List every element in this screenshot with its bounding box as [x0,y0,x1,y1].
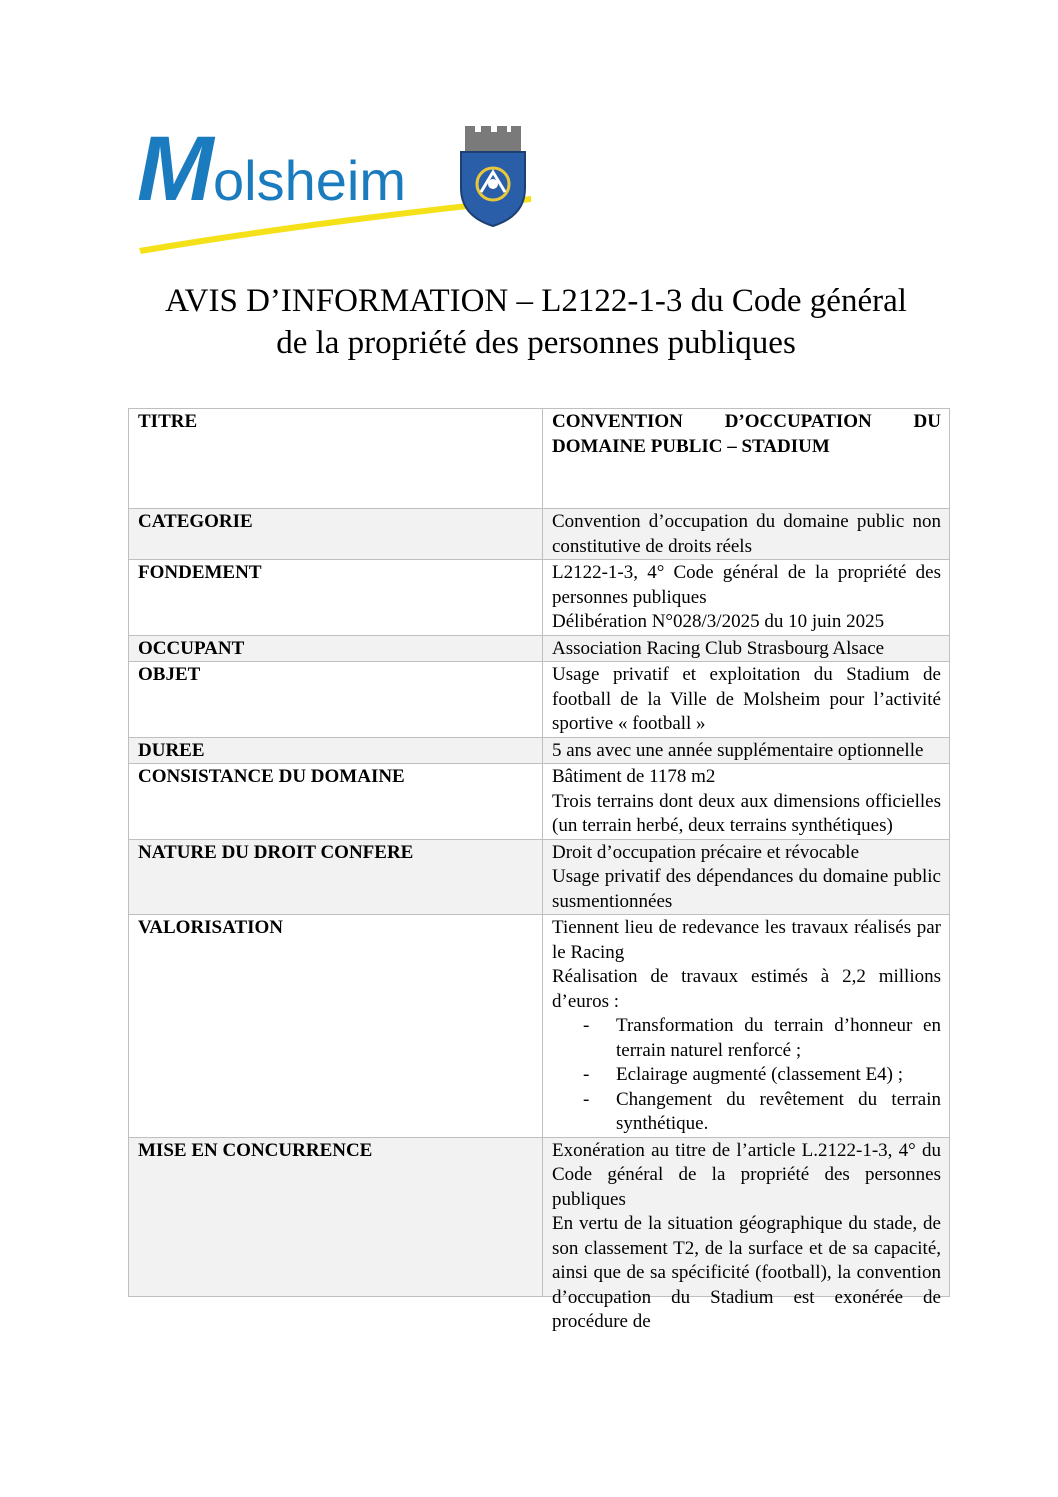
value-occupant [543,635,950,662]
value-line: L2122-1-3, 4° Code général de la propriété des personnes publiques [552,562,941,608]
row-consistance [129,764,950,840]
title-line-2: de la propriété des personnes publiques [276,325,796,361]
list-item-text: Eclairage augmenté (classement E4) ; [616,1064,903,1085]
label-consistance: CONSISTANCE DU DOMAINE [129,764,543,840]
row-nature [129,839,950,915]
row-categorie [129,509,950,560]
value-line: Bâtiment de 1178 m2 [552,766,716,787]
value-line: Délibération N°028/3/2025 du 10 juin 2025 [552,611,885,632]
label-nature: NATURE DU DROIT CONFERE [129,839,543,915]
value-line: Réalisation de travaux estimés à 2,2 millions d’euros : [552,966,941,1012]
value-line: Association Racing Club Strasbourg Alsace [552,637,885,659]
label-categorie: CATEGORIE [129,509,543,560]
row-occupant [129,635,950,662]
bullet-dash: - [583,1064,590,1085]
row-duree [129,737,950,764]
value-line: Usage privatif des dépendances du domaine public susmentionnées [552,866,941,912]
value-categorie [543,509,950,560]
molsheim-logo [135,118,535,254]
page-title [80,280,992,364]
value-nature [543,839,950,915]
value-fondement [543,560,950,636]
row-valorisation [129,915,950,1138]
row-objet [129,662,950,738]
value-clip [552,1139,941,1332]
value-line: Trois terrains dont deux aux dimensions officielles (un terrain herbé, deux terrains synthétiques) [552,790,941,836]
label-valorisation: VALORISATION [129,915,543,1138]
works-list [552,1014,941,1137]
label-duree: DUREE [129,737,543,764]
label-occupant: OCCUPANT [129,635,543,662]
list-item [583,1063,941,1088]
value-line: Exonération au titre de l’article L.2122-1-3, 4° du Code général de la propriété des personnes publiques [552,1139,941,1210]
value-line: Convention d’occupation du domaine public non constitutive de droits réels [552,511,941,557]
bullet-dash: - [583,1088,590,1110]
label-fondement: FONDEMENT [129,560,543,636]
value-objet [543,662,950,738]
label-concurrence: MISE EN CONCURRENCE [129,1137,543,1296]
row-fondement [129,560,950,636]
value-line: 5 ans avec une année supplémentaire optionnelle [552,739,924,761]
label-objet: OBJET [129,662,543,738]
value-valorisation [543,915,950,1138]
bullet-dash: - [583,1015,590,1036]
label-titre: TITRE [129,409,543,509]
logo-text-fragment: olsheim [213,149,406,212]
value-consistance [543,764,950,840]
value-line: En vertu de la situation géographique du stade, de son classement T2, de la surface et de sa capacité, ainsi que de sa spécificité (football), la convention d’occupation du Stadium est exonérée de procédure de [552,1213,941,1332]
svg-text:M: M [137,118,214,220]
list-item-text: Changement du revêtement du terrain synthétique. [616,1088,941,1134]
value-line: Usage privatif et exploitation du Stadium de football de la Ville de Molsheim pour l’activité sportive « football » [552,664,941,734]
list-item [583,1088,941,1137]
value-line: CONVENTION D’OCCUPATION DU DOMAINE PUBLIC – STADIUM [552,411,941,457]
value-duree [543,737,950,764]
list-item [583,1014,941,1063]
information-table [128,408,950,1332]
row-titre [129,409,950,509]
value-line: Droit d’occupation précaire et révocable [552,841,860,863]
value-titre [543,409,950,509]
row-concurrence [129,1137,950,1296]
value-line: Tiennent lieu de redevance les travaux réalisés par le Racing [552,917,941,963]
value-concurrence [543,1137,950,1332]
shield-crest-icon [461,126,525,226]
title-line-1: AVIS D’INFORMATION – L2122-1-3 du Code général [165,283,907,319]
list-item-text: Transformation du terrain d’honneur en terrain naturel renforcé ; [616,1015,941,1061]
